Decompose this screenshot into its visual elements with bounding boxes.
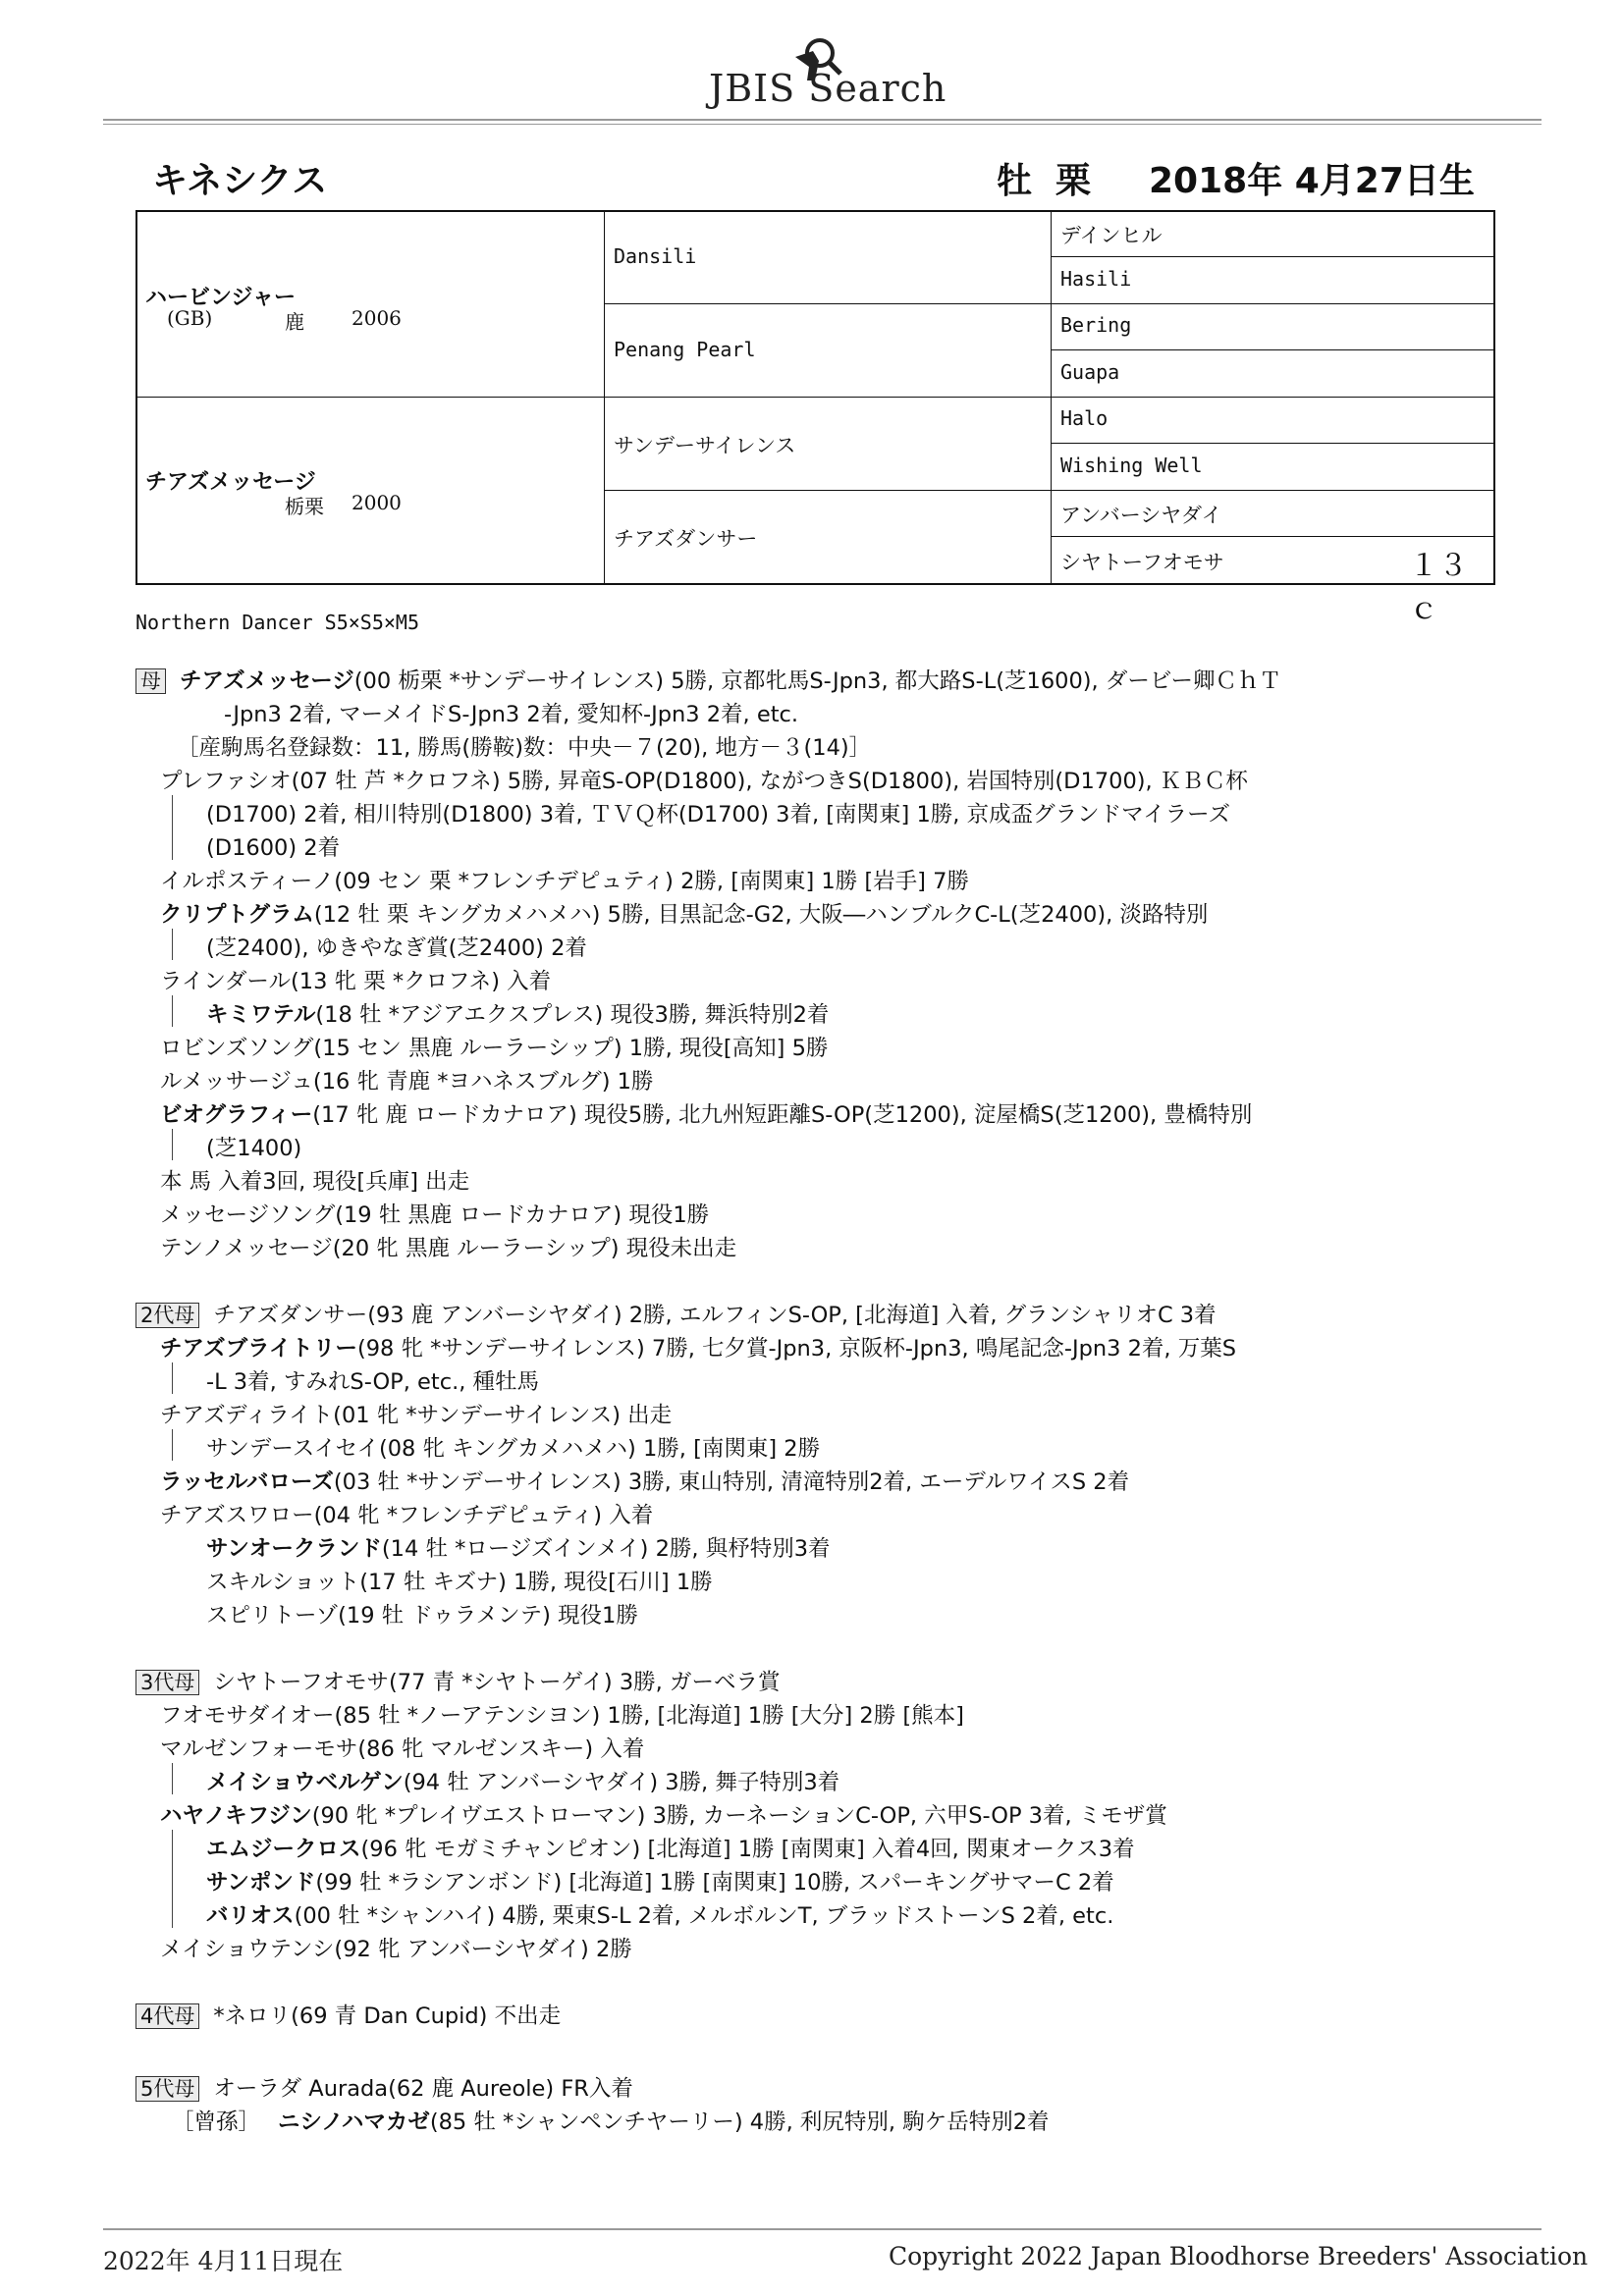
progeny-row: マルゼンフォーモサ(86 牝 マルゼンスキー) 入着 xyxy=(160,1736,645,1762)
grand-progeny-row: スキルショット(17 牡 キズナ) 1勝, 現役[石川] 1勝 xyxy=(206,1570,713,1595)
progeny-row: テンノメッセージ(20 牝 黒鹿 ルーラーシップ) 現役未出走 xyxy=(160,1236,737,1261)
header-divider-thin xyxy=(103,124,1542,125)
progeny-row: チアズスワロー(04 牝 *フレンチデピュティ) 入着 xyxy=(160,1503,654,1528)
footer-divider xyxy=(103,2228,1542,2230)
progeny-row-cont: (D1600) 2着 xyxy=(206,835,341,861)
progeny-row: メイショウテンシ(92 牝 アンバーシヤダイ) 2勝 xyxy=(160,1937,632,1962)
progeny-row: メッセージソング(19 牡 黒鹿 ロードカナロア) 現役1勝 xyxy=(160,1202,710,1228)
gen3-4: Guapa xyxy=(1060,360,1120,384)
gen3-2: Hasili xyxy=(1060,267,1132,291)
progeny-row: チアズディライト(01 牝 *サンデーサイレンス) 出走 xyxy=(160,1403,673,1428)
progeny-row: フオモサダイオー(85 牡 *ノーアテンシヨン) 1勝, [北海道] 1勝 [大分] 2勝 [熊本] xyxy=(160,1703,964,1729)
progeny-row-cont: (芝1400) xyxy=(206,1136,302,1161)
section-tag-gen5: 5代母 xyxy=(135,2076,199,2102)
progeny-row: ハヤノキフジン(90 牝 *プレイヴエストローマン) 3勝, カーネーションC-OP, 六甲S-OP 3着, ミモザ賞 xyxy=(160,1803,1167,1829)
inbreeding-note: Northern Dancer S5×S5×M5 xyxy=(135,611,419,634)
gen2-line-1: 2代母 チアズダンサー(93 鹿 アンバーシヤダイ) 2勝, エルフィンS-OP, [北海道] 入着, グランシャリオC 3着 xyxy=(135,1298,1217,1329)
sire-year: 2006 xyxy=(352,306,402,330)
progeny-row: クリプトグラム(12 牡 栗 キングカメハメハ) 5勝, 目黒記念-G2, 大阪―ハンブルクC-L(芝2400), 淡路特別 xyxy=(160,902,1209,928)
great-grand-progeny-row: ［曾孫］ ニシノハマカゼ(85 牡 *シャンペンチヤーリー) 4勝, 利尻特別, 駒ケ岳特別2着 xyxy=(172,2109,1050,2135)
gen5-line-1: 5代母 オーラダ Aurada(62 鹿 Aureole) FR入着 xyxy=(135,2071,633,2103)
mother-line-1: 母 チアズメッセージ(00 栃栗 *サンデーサイレンス) 5勝, 京都牝馬S-Jpn3, 都大路S-L(芝1600), ダービー卿ＣｈＴ xyxy=(135,664,1281,695)
dam-dam: チアズダンサー xyxy=(614,527,758,551)
section-tag-mother: 母 xyxy=(135,668,166,694)
dam-sire: サンデーサイレンス xyxy=(614,434,796,457)
progeny-row-cont: (D1700) 2着, 相川特別(D1800) 3着, ＴＶＱ杯(D1700) 3着, [南関東] 1勝, 京成盃グランドマイラーズ xyxy=(206,802,1230,828)
horse-color: 栗 xyxy=(1055,161,1092,201)
dam-name: チアズメッセージ xyxy=(145,470,316,495)
dam-year: 2000 xyxy=(352,491,402,514)
gen3-6: Wishing Well xyxy=(1060,454,1203,477)
sire-color: 鹿 xyxy=(285,310,304,334)
gen3-8: シヤトーフオモサ xyxy=(1060,551,1224,574)
sire-name: ハービンジャー xyxy=(145,286,297,310)
progeny-row-self: 本 馬 入着3回, 現役[兵庫] 出走 xyxy=(160,1169,470,1195)
dam-color: 栃栗 xyxy=(285,495,324,518)
logo-text: JBIS Search xyxy=(709,67,947,110)
grand-progeny-row: キミワテル(18 牡 *アジアエクスプレス) 現役3勝, 舞浜特別2着 xyxy=(206,1002,830,1028)
horse-birthdate: 2018年 4月27日生 xyxy=(1149,161,1475,201)
horse-name: キネシクス xyxy=(152,161,328,201)
progeny-row-cont: (芝2400), ゆきやなぎ賞(芝2400) 2着 xyxy=(206,935,587,961)
progeny-row: チアズブライトリー(98 牝 *サンデーサイレンス) 7勝, 七夕賞-Jpn3, 京阪杯-Jpn3, 鳴尾記念-Jpn3 2着, 万葉S xyxy=(160,1336,1237,1362)
gen3-line-1: 3代母 シヤトーフオモサ(77 青 *シヤトーゲイ) 3勝, ガーベラ賞 xyxy=(135,1665,780,1696)
horse-sex: 牡 xyxy=(997,161,1033,201)
progeny-row: ラッセルバローズ(03 牡 *サンデーサイレンス) 3勝, 東山特別, 清滝特別2着, エーデルワイスS 2着 xyxy=(160,1469,1130,1495)
progeny-row: イルポスティーノ(09 セン 栗 *フレンチデピュティ) 2勝, [南関東] 1勝 [岩手] 7勝 xyxy=(160,869,969,894)
sire-sire: Dansili xyxy=(614,244,697,268)
header-divider xyxy=(103,119,1542,121)
grand-progeny-row: スピリトーゾ(19 牡 ドゥラメンテ) 現役1勝 xyxy=(206,1603,638,1629)
sire-dam: Penang Pearl xyxy=(614,338,756,361)
section-tag-gen2: 2代母 xyxy=(135,1303,199,1328)
grand-progeny-row: エムジークロス(96 牝 モガミチャンピオン) [北海道] 1勝 [南関東] 入着4回, 関東オークス3着 xyxy=(206,1837,1135,1862)
section-tag-gen3: 3代母 xyxy=(135,1670,199,1695)
section-tag-gen4: 4代母 xyxy=(135,2003,199,2029)
grand-progeny-row: サンポンド(99 牡 *ラシアンボンド) [北海道] 1勝 [南関東] 10勝, スパーキングサマーC 2着 xyxy=(206,1870,1114,1896)
progeny-row: ルメッサージュ(16 牝 青鹿 *ヨハネスブルグ) 1勝 xyxy=(160,1069,654,1095)
progeny-row: ビオグラフィー(17 牝 鹿 ロードカナロア) 現役5勝, 北九州短距離S-OP(芝1200), 淀屋橋S(芝1200), 豊橋特別 xyxy=(160,1102,1253,1128)
mother-line-2: -Jpn3 2着, マーメイドS-Jpn3 2着, 愛知杯-Jpn3 2着, etc. xyxy=(224,702,799,727)
grand-progeny-row: バリオス(00 牡 *シャンハイ) 4勝, 栗東S-L 2着, メルボルンT, ブラッドストーンS 2着, etc. xyxy=(206,1903,1114,1929)
gen4-line-1: 4代母 *ネロリ(69 青 Dan Cupid) 不出走 xyxy=(135,1999,561,2030)
progeny-row: ロビンズソング(15 セン 黒鹿 ルーラーシップ) 1勝, 現役[高知] 5勝 xyxy=(160,1036,829,1061)
progeny-row-cont: -L 3着, すみれS-OP, etc., 種牡馬 xyxy=(206,1369,540,1395)
family-number: １３ｃ xyxy=(1409,549,1468,626)
copyright: Copyright 2022 Japan Bloodhorse Breeders' Association xyxy=(889,2242,1589,2270)
grand-progeny-row: メイショウベルゲン(94 牡 アンバーシヤダイ) 3勝, 舞子特別3着 xyxy=(206,1770,840,1795)
gen3-5: Halo xyxy=(1060,406,1109,430)
gen3-7: アンバーシヤダイ xyxy=(1060,504,1222,527)
gen3-1: デインヒル xyxy=(1060,224,1163,247)
sire-origin: (GB) xyxy=(167,306,213,330)
progeny-row: プレファシオ(07 牡 芦 *クロフネ) 5勝, 昇竜S-OP(D1800), ながつきS(D1800), 岩国特別(D1700), ＫＢＣ杯 xyxy=(160,769,1248,794)
grand-progeny-row: サンデースイセイ(08 牝 キングカメハメハ) 1勝, [南関東] 2勝 xyxy=(206,1436,821,1462)
grand-progeny-row: サンオークランド(14 牡 *ロージズインメイ) 2勝, 與杼特別3着 xyxy=(206,1536,831,1562)
mother-produce-summary: ［産駒馬名登録数：11, 勝馬(勝鞍)数：中央－７(20), 地方－３(14)］ xyxy=(177,735,872,761)
as-of-date: 2022年 4月11日現在 xyxy=(103,2247,344,2275)
progeny-row: ラインダール(13 牝 栗 *クロフネ) 入着 xyxy=(160,969,552,994)
gen3-3: Bering xyxy=(1060,313,1132,337)
